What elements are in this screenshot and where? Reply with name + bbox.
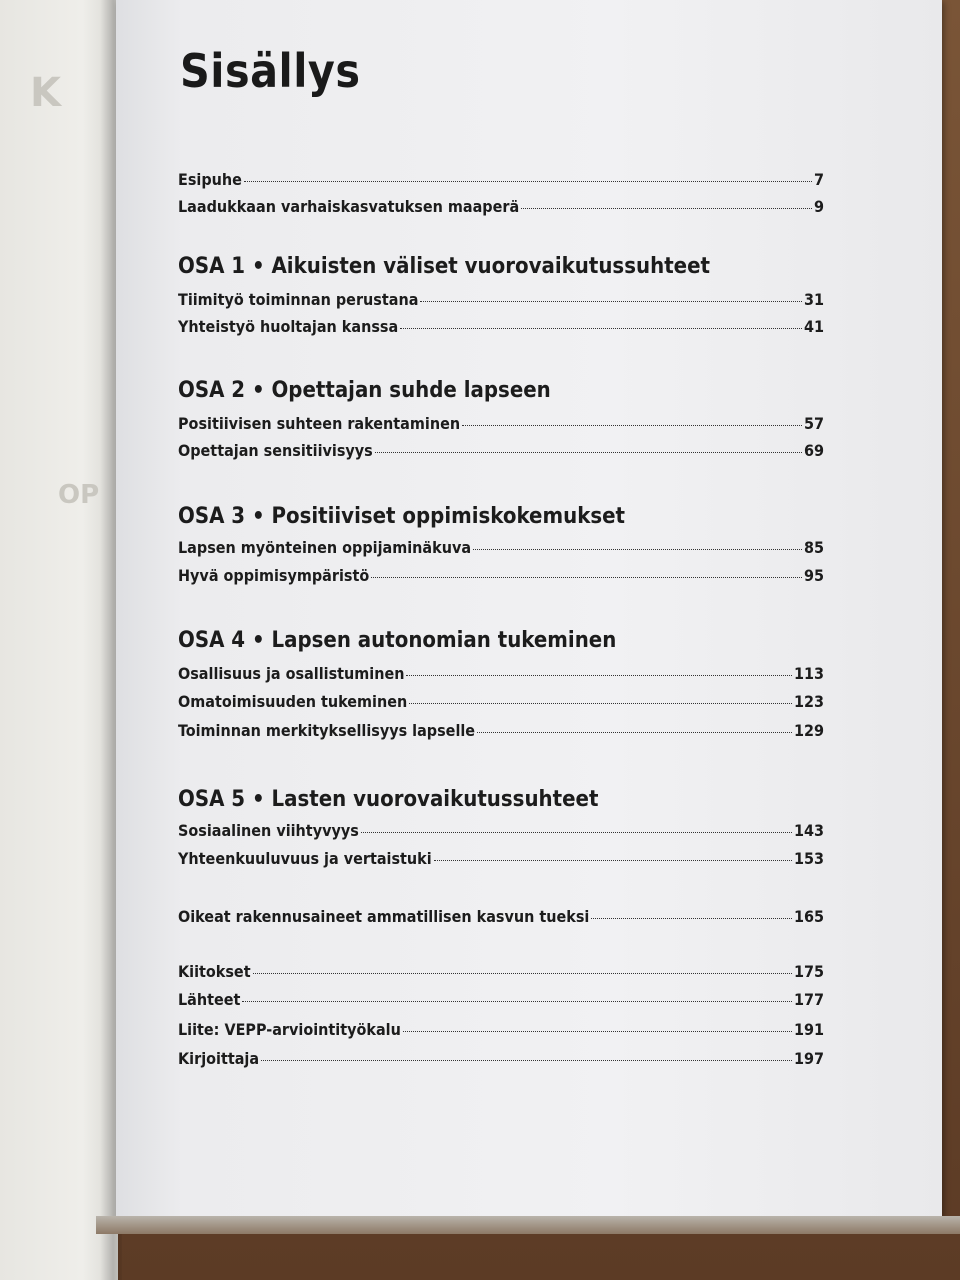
left-page-ghost-mark: K (30, 70, 61, 116)
toc-page-number: 177 (793, 990, 824, 1009)
part-heading: OSA 3 • Positiiviset oppimiskokemukset (178, 504, 626, 529)
part-heading: OSA 2 • Opettajan suhde lapseen (178, 378, 551, 403)
toc-entry-label: Yhteenkuuluvuus ja vertaistuki (178, 849, 432, 868)
toc-entry[interactable] (178, 664, 824, 684)
dot-leader (375, 452, 802, 453)
toc-entry-label: Omatoimisuuden tukeminen (178, 692, 408, 711)
book-bottom-edge (96, 1216, 960, 1234)
toc-entry[interactable] (178, 962, 824, 982)
toc-page-number: 123 (793, 692, 824, 711)
dot-leader (244, 181, 812, 182)
toc-page-number: 129 (793, 721, 824, 740)
dot-leader (434, 860, 792, 861)
toc-page-number: 175 (793, 962, 824, 981)
toc-entry-label: Tiimityö toiminnan perustana (178, 290, 419, 309)
toc-page-number: 9 (813, 197, 824, 216)
toc-entry-label: Positiivisen suhteen rakentaminen (178, 414, 461, 433)
dot-leader (462, 425, 802, 426)
toc-entry[interactable] (178, 538, 824, 558)
toc-entry-label: Sosiaalinen viihtyvyys (178, 821, 359, 840)
toc-entry-label: Lapsen myönteinen oppijaminäkuva (178, 538, 472, 557)
toc-page-number: 197 (793, 1049, 824, 1068)
dot-leader (361, 832, 792, 833)
toc-entry[interactable] (178, 990, 824, 1010)
toc-entry[interactable] (178, 821, 824, 841)
dot-leader (403, 1031, 792, 1032)
dot-leader (409, 703, 792, 704)
toc-entry[interactable] (178, 170, 824, 190)
page-title: Sisällys (180, 44, 361, 98)
part-heading: OSA 5 • Lasten vuorovaikutussuhteet (178, 787, 599, 812)
part-heading: OSA 1 • Aikuisten väliset vuorovaikutussuhteet (178, 254, 710, 279)
dot-leader (400, 328, 802, 329)
toc-entry-label: Kiitokset (178, 962, 251, 981)
left-page-ghost-mark: OP (58, 480, 100, 510)
toc-page-number: 57 (803, 414, 824, 433)
toc-page-number: 113 (793, 664, 824, 683)
toc-entry[interactable] (178, 849, 824, 869)
toc-entry[interactable] (178, 907, 824, 927)
toc-page-number: 31 (803, 290, 824, 309)
toc-entry[interactable] (178, 290, 824, 310)
toc-entry[interactable] (178, 721, 824, 741)
part-heading: OSA 4 • Lapsen autonomian tukeminen (178, 628, 617, 653)
toc-entry-label: Oikeat rakennusaineet ammatillisen kasvun tueksi (178, 907, 590, 926)
toc-entry-label: Laadukkaan varhaiskasvatuksen maaperä (178, 197, 520, 216)
toc-entry-label: Yhteistyö huoltajan kanssa (178, 317, 399, 336)
toc-entry-label: Esipuhe (178, 170, 242, 189)
dot-leader (406, 675, 791, 676)
toc-page-number: 85 (803, 538, 824, 557)
toc-entry-label: Lähteet (178, 990, 241, 1009)
toc-page-number: 41 (803, 317, 824, 336)
toc-page-number: 143 (793, 821, 824, 840)
dot-leader (242, 1001, 792, 1002)
dot-leader (473, 549, 802, 550)
toc-entry[interactable] (178, 317, 824, 337)
dot-leader (477, 732, 792, 733)
toc-page-number: 153 (793, 849, 824, 868)
dot-leader (521, 208, 812, 209)
dot-leader (253, 973, 792, 974)
toc-entry-label: Osallisuus ja osallistuminen (178, 664, 405, 683)
toc-entry-label: Kirjoittaja (178, 1049, 260, 1068)
toc-page-number: 191 (793, 1020, 824, 1039)
toc-entry[interactable] (178, 1020, 824, 1040)
toc-entry[interactable] (178, 441, 824, 461)
toc-entry-label: Toiminnan merkityksellisyys lapselle (178, 721, 476, 740)
toc-page-number: 69 (803, 441, 824, 460)
toc-entry[interactable] (178, 1049, 824, 1069)
dot-leader (420, 301, 802, 302)
dot-leader (591, 918, 792, 919)
toc-entry[interactable] (178, 566, 824, 586)
toc-page-number: 95 (803, 566, 824, 585)
toc-page-number: 165 (793, 907, 824, 926)
toc-entry[interactable] (178, 692, 824, 712)
dot-leader (371, 577, 802, 578)
dot-leader (261, 1060, 792, 1061)
toc-entry[interactable] (178, 197, 824, 217)
toc-entry-label: Hyvä oppimisympäristö (178, 566, 370, 585)
toc-entry-label: Opettajan sensitiivisyys (178, 441, 373, 460)
toc-entry[interactable] (178, 414, 824, 434)
toc-entry-label: Liite: VEPP-arviointityökalu (178, 1020, 401, 1039)
toc-page-number: 7 (813, 170, 824, 189)
